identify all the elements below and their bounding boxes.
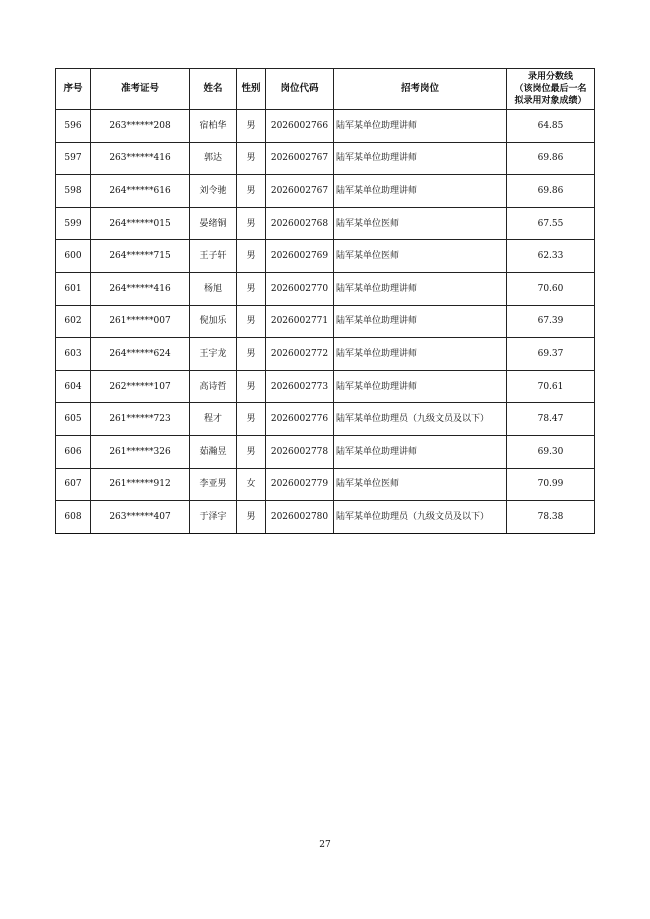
cell-post: 陆军某单位助理讲师: [334, 370, 507, 403]
cell-seq: 601: [56, 272, 91, 305]
cell-name: 晏绪铜: [190, 207, 237, 240]
cell-score: 70.60: [507, 272, 595, 305]
cell-seq: 606: [56, 435, 91, 468]
cell-gender: 男: [237, 142, 266, 175]
cell-score: 70.99: [507, 468, 595, 501]
cell-gender: 男: [237, 338, 266, 371]
cell-exam-id: 263******416: [91, 142, 190, 175]
cell-exam-id: 263******208: [91, 110, 190, 143]
header-post: 招考岗位: [334, 69, 507, 110]
cell-score: 69.86: [507, 175, 595, 208]
header-score-line-2: （该岗位最后一名: [514, 84, 587, 94]
table-row: [56, 240, 595, 273]
cell-score: 69.86: [507, 142, 595, 175]
cell-exam-id: 264******015: [91, 207, 190, 240]
cell-score: 67.55: [507, 207, 595, 240]
cell-score: 78.38: [507, 501, 595, 534]
cell-seq: 605: [56, 403, 91, 436]
cell-seq: 602: [56, 305, 91, 338]
cell-score: 69.37: [507, 338, 595, 371]
cell-gender: 男: [237, 175, 266, 208]
table-row: [56, 370, 595, 403]
table-row: [56, 272, 595, 305]
cell-post: 陆军某单位助理讲师: [334, 142, 507, 175]
cell-post: 陆军某单位助理讲师: [334, 175, 507, 208]
cell-post-code: 2026002767: [266, 142, 334, 175]
cell-post-code: 2026002780: [266, 501, 334, 534]
cell-seq: 600: [56, 240, 91, 273]
cell-post-code: 2026002772: [266, 338, 334, 371]
header-name: 姓名: [190, 69, 237, 110]
cell-seq: 603: [56, 338, 91, 371]
page-number: 27: [319, 840, 331, 850]
table-header: [56, 69, 595, 110]
cell-exam-id: 264******715: [91, 240, 190, 273]
cell-seq: 608: [56, 501, 91, 534]
cell-post-code: 2026002773: [266, 370, 334, 403]
cell-exam-id: 264******416: [91, 272, 190, 305]
cell-gender: 男: [237, 435, 266, 468]
table-row: [56, 175, 595, 208]
table-row: [56, 468, 595, 501]
cell-exam-id: 264******616: [91, 175, 190, 208]
cell-exam-id: 261******007: [91, 305, 190, 338]
table-row: [56, 142, 595, 175]
table-row: [56, 110, 595, 143]
cell-seq: 599: [56, 207, 91, 240]
header-score-line-1: 录用分数线: [527, 72, 573, 82]
cell-name: 倪加乐: [190, 305, 237, 338]
cell-gender: 男: [237, 272, 266, 305]
cell-post-code: 2026002770: [266, 272, 334, 305]
cell-gender: 男: [237, 403, 266, 436]
table-row: [56, 501, 595, 534]
cell-seq: 597: [56, 142, 91, 175]
cell-post: 陆军某单位助理员（九级文员及以下）: [334, 501, 507, 534]
cell-exam-id: 263******407: [91, 501, 190, 534]
cell-name: 王宇龙: [190, 338, 237, 371]
cell-name: 高诗哲: [190, 370, 237, 403]
cell-score: 70.61: [507, 370, 595, 403]
cell-score: 78.47: [507, 403, 595, 436]
header-row: [56, 69, 595, 110]
cell-exam-id: 261******912: [91, 468, 190, 501]
cell-name: 刘令驰: [190, 175, 237, 208]
cell-post: 陆军某单位助理讲师: [334, 272, 507, 305]
table-body: [56, 110, 595, 534]
cell-post: 陆军某单位医师: [334, 240, 507, 273]
header-seq: 序号: [56, 69, 91, 110]
header-gender: 性别: [237, 69, 266, 110]
cell-name: 李亚男: [190, 468, 237, 501]
cell-score: 64.85: [507, 110, 595, 143]
cell-name: 宿柏华: [190, 110, 237, 143]
cell-post-code: 2026002776: [266, 403, 334, 436]
cell-score: 62.33: [507, 240, 595, 273]
cell-gender: 男: [237, 110, 266, 143]
cell-post: 陆军某单位医师: [334, 207, 507, 240]
cell-seq: 596: [56, 110, 91, 143]
header-score-line-3: 拟录用对象成绩）: [514, 96, 587, 106]
cell-post: 陆军某单位医师: [334, 468, 507, 501]
cell-score: 67.39: [507, 305, 595, 338]
header-exam-id: 准考证号: [91, 69, 190, 110]
cell-post: 陆军某单位助理讲师: [334, 110, 507, 143]
cell-seq: 607: [56, 468, 91, 501]
cell-exam-id: 261******326: [91, 435, 190, 468]
cell-post-code: 2026002778: [266, 435, 334, 468]
cell-seq: 604: [56, 370, 91, 403]
recruitment-score-table: [55, 68, 595, 534]
cell-seq: 598: [56, 175, 91, 208]
cell-gender: 男: [237, 305, 266, 338]
cell-name: 郭达: [190, 142, 237, 175]
cell-post-code: 2026002779: [266, 468, 334, 501]
cell-name: 于泽宇: [190, 501, 237, 534]
cell-gender: 男: [237, 370, 266, 403]
cell-post-code: 2026002767: [266, 175, 334, 208]
header-score-line: [507, 69, 595, 110]
cell-gender: 女: [237, 468, 266, 501]
table-row: [56, 305, 595, 338]
cell-post: 陆军某单位助理讲师: [334, 435, 507, 468]
table-row: [56, 338, 595, 371]
cell-post-code: 2026002768: [266, 207, 334, 240]
cell-gender: 男: [237, 207, 266, 240]
cell-exam-id: 261******723: [91, 403, 190, 436]
table-row: [56, 435, 595, 468]
cell-exam-id: 264******624: [91, 338, 190, 371]
cell-gender: 男: [237, 240, 266, 273]
cell-name: 王子轩: [190, 240, 237, 273]
cell-name: 程才: [190, 403, 237, 436]
header-post-code: 岗位代码: [266, 69, 334, 110]
cell-post: 陆军某单位助理讲师: [334, 305, 507, 338]
table-row: [56, 403, 595, 436]
cell-name: 茹瀚昱: [190, 435, 237, 468]
cell-gender: 男: [237, 501, 266, 534]
cell-score: 69.30: [507, 435, 595, 468]
cell-post: 陆军某单位助理员（九级文员及以下）: [334, 403, 507, 436]
cell-post-code: 2026002769: [266, 240, 334, 273]
cell-post-code: 2026002766: [266, 110, 334, 143]
cell-name: 杨旭: [190, 272, 237, 305]
cell-post: 陆军某单位助理讲师: [334, 338, 507, 371]
cell-exam-id: 262******107: [91, 370, 190, 403]
table-row: [56, 207, 595, 240]
cell-post-code: 2026002771: [266, 305, 334, 338]
